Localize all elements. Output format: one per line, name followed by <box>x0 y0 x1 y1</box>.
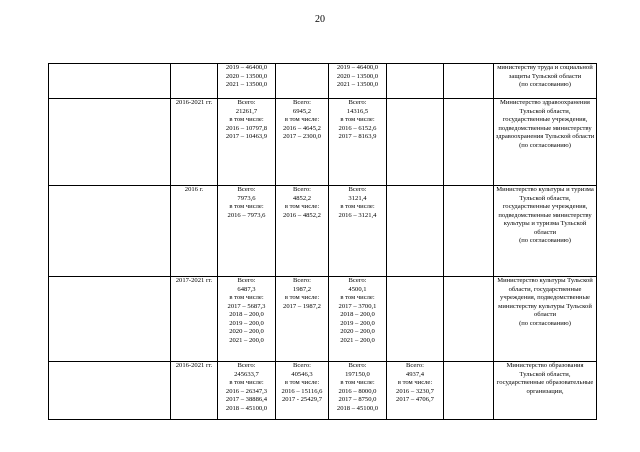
federal-cell: Всего: 6945,2 в том числе: 2016 – 4645,2 2017 – 2300,0 <box>276 99 329 186</box>
extra-cell <box>444 362 494 420</box>
event-name-cell <box>49 99 171 186</box>
page-number: 20 <box>315 14 325 25</box>
event-name-cell <box>49 362 171 420</box>
federal-cell <box>276 64 329 99</box>
extra-cell <box>444 186 494 277</box>
regional-cell: Всего: 14316,5 в том числе: 2016 – 6152,6 2017 – 8163,9 <box>329 99 387 186</box>
table-row <box>49 99 597 186</box>
municipal-cell <box>387 186 444 277</box>
table-row <box>49 362 597 420</box>
total-cell: Всего: 6487,3 в том числе: 2017 – 5687,3 2018 – 200,0 2019 – 200,0 2020 – 200,0 2021 – 200,0 <box>218 277 276 362</box>
period-cell: 2017-2021 гг. <box>171 277 218 362</box>
municipal-cell <box>387 277 444 362</box>
executor-cell: Министерство здравоохранения Тульской области, государственные учреждения, подведомственные министерству здравоохранения Тульской области (по согласованию) <box>494 99 597 186</box>
regional-cell: Всего: 3121,4 в том числе: 2016 – 3121,4 <box>329 186 387 277</box>
federal-cell: Всего: 4852,2 в том числе: 2016 – 4852,2 <box>276 186 329 277</box>
municipal-cell <box>387 64 444 99</box>
extra-cell <box>444 64 494 99</box>
funding-table <box>48 63 597 420</box>
regional-cell: Всего: 197150,0 в том числе: 2016 – 8000,0 2017 – 8750,0 2018 – 45100,0 <box>329 362 387 420</box>
event-name-cell <box>49 186 171 277</box>
event-name-cell <box>49 64 171 99</box>
total-cell: 2019 – 46400,0 2020 – 13500,0 2021 – 13500,0 <box>218 64 276 99</box>
period-cell: 2016-2021 гг. <box>171 99 218 186</box>
municipal-cell <box>387 99 444 186</box>
period-cell: 2016-2021 гг. <box>171 362 218 420</box>
total-cell: Всего: 7973,6 в том числе: 2016 – 7973,6 <box>218 186 276 277</box>
event-name-cell <box>49 277 171 362</box>
executor-cell: Министерство культуры и туризма Тульской области, государственные учреждения, подведомственные министерству культуры и туризма Тульской области (по согласованию) <box>494 186 597 277</box>
period-cell: 2016 г. <box>171 186 218 277</box>
municipal-cell: Всего: 4937,4 в том числе: 2016 – 3230,7 2017 – 4706,7 <box>387 362 444 420</box>
extra-cell <box>444 99 494 186</box>
period-cell <box>171 64 218 99</box>
executor-cell: Министерство образования Тульской области, государственные образовательные организации, <box>494 362 597 420</box>
executor-cell: Министерство культуры Тульской области, государственные учреждения, подведомственные министерству культуры Тульской области (по согласованию) <box>494 277 597 362</box>
table-row <box>49 64 597 99</box>
total-cell: Всего: 245633,7 в том числе: 2016 – 26347,3 2017 – 38886,4 2018 – 45100,0 <box>218 362 276 420</box>
extra-cell <box>444 277 494 362</box>
regional-cell: Всего: 4500,1 в том числе: 2017 – 3700,1 2018 – 200,0 2019 – 200,0 2020 – 200,0 2021 – 200,0 <box>329 277 387 362</box>
federal-cell: Всего: 1987,2 в том числе: 2017 – 1987,2 <box>276 277 329 362</box>
table-row <box>49 277 597 362</box>
regional-cell: 2019 – 46400,0 2020 – 13500,0 2021 – 13500,0 <box>329 64 387 99</box>
table-row <box>49 186 597 277</box>
federal-cell: Всего: 40546,3 в том числе: 2016 – 15116,6 2017 - 25429,7 <box>276 362 329 420</box>
executor-cell: министерству труда и социальной защиты Тульской области (по согласованию) <box>494 64 597 99</box>
total-cell: Всего: 21261,7 в том числе: 2016 – 10797,8 2017 – 10463,9 <box>218 99 276 186</box>
